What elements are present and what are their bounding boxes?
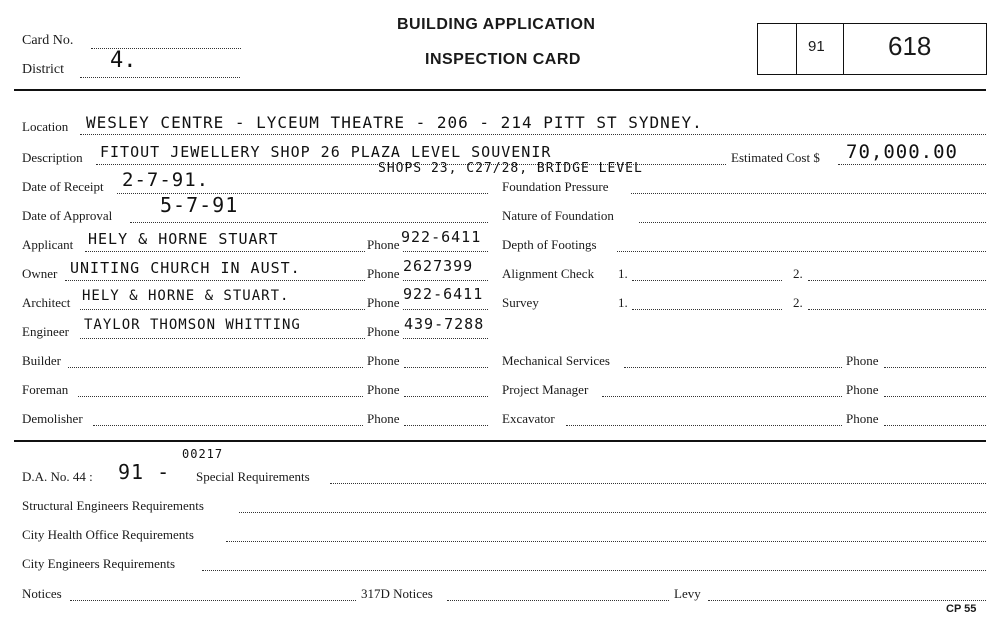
excavator-label: Excavator: [502, 411, 555, 426]
demolisher-label: Demolisher: [22, 411, 83, 426]
applicant-field[interactable]: [85, 251, 365, 252]
description-value: FITOUT JEWELLERY SHOP 26 PLAZA LEVEL SOUVENIR: [100, 143, 552, 161]
district-value: 4.: [110, 48, 137, 73]
health-field[interactable]: [226, 541, 986, 542]
foreman-phone-label: Phone: [367, 382, 400, 397]
engineer-value: TAYLOR THOMSON WHITTING: [84, 317, 301, 333]
description-label: Description: [22, 150, 83, 165]
applicant-label: Applicant: [22, 237, 74, 252]
owner-phone-field[interactable]: [403, 280, 488, 281]
notices-label: Notices: [22, 586, 62, 601]
mechanical-phone-field[interactable]: [884, 367, 986, 368]
foundation-pressure-label: Foundation Pressure: [502, 179, 609, 194]
survey-2-field[interactable]: [808, 309, 986, 310]
owner-phone-label: Phone: [367, 266, 400, 281]
excavator-field[interactable]: [566, 425, 842, 426]
da-no-value: 91 -: [118, 460, 171, 484]
builder-field[interactable]: [68, 367, 363, 368]
date-approval-label: Date of Approval: [22, 208, 113, 223]
excavator-phone-field[interactable]: [884, 425, 986, 426]
da-no-value-sup: 00217: [182, 447, 224, 461]
foundation-pressure-field[interactable]: [631, 193, 986, 194]
owner-phone-value: 2627399: [403, 257, 474, 275]
project-manager-phone-label: Phone: [846, 382, 879, 397]
architect-phone-field[interactable]: [403, 309, 488, 310]
project-manager-label: Project Manager: [502, 382, 589, 397]
da-no-label: D.A. No. 44 :: [22, 469, 93, 484]
structural-field[interactable]: [239, 512, 986, 513]
builder-phone-field[interactable]: [404, 367, 488, 368]
levy-field[interactable]: [708, 600, 986, 601]
district-field[interactable]: [80, 77, 240, 78]
engineer-phone-label: Phone: [367, 324, 400, 339]
card-no-label: Card No.: [22, 33, 74, 48]
mechanical-label: Mechanical Services: [502, 353, 610, 368]
special-requirements-label: Special Requirements: [196, 469, 310, 484]
date-receipt-label: Date of Receipt: [22, 179, 104, 194]
survey-2-label: 2.: [793, 295, 803, 310]
mechanical-phone-label: Phone: [846, 353, 879, 368]
survey-1-field[interactable]: [632, 309, 782, 310]
demolisher-field[interactable]: [93, 425, 363, 426]
alignment-1-label: 1.: [618, 266, 628, 281]
owner-label: Owner: [22, 266, 58, 281]
applicant-value: HELY & HORNE STUART: [88, 230, 279, 248]
date-approval-field[interactable]: [130, 222, 488, 223]
notices-field[interactable]: [70, 600, 356, 601]
architect-field[interactable]: [80, 309, 365, 310]
survey-label: Survey: [502, 295, 539, 310]
architect-label: Architect: [22, 295, 71, 310]
estimated-cost-field[interactable]: [838, 164, 986, 165]
alignment-check-label: Alignment Check: [502, 266, 595, 281]
estimated-cost-value: 70,000.00: [846, 141, 958, 163]
project-manager-phone-field[interactable]: [884, 396, 986, 397]
owner-field[interactable]: [65, 280, 365, 281]
architect-value: HELY & HORNE & STUART.: [82, 288, 290, 304]
owner-value: UNITING CHURCH IN AUST.: [70, 259, 301, 277]
city-engineers-field[interactable]: [202, 570, 986, 571]
description-value-line2: SHOPS 23, C27/28, BRIDGE LEVEL: [378, 161, 643, 176]
form-title-line1: BUILDING APPLICATION: [397, 16, 596, 33]
builder-label: Builder: [22, 353, 61, 368]
levy-label: Levy: [674, 586, 701, 601]
engineer-phone-field[interactable]: [403, 338, 488, 339]
foreman-field[interactable]: [78, 396, 363, 397]
applicant-phone-value: 922-6411: [401, 228, 482, 246]
engineer-field[interactable]: [80, 338, 365, 339]
location-field[interactable]: [80, 134, 986, 135]
applicant-phone-label: Phone: [367, 237, 400, 252]
box-number: 618: [888, 31, 932, 61]
notices-317d-field[interactable]: [447, 600, 669, 601]
depth-footings-label: Depth of Footings: [502, 237, 597, 252]
box-divider-2: [843, 23, 844, 75]
estimated-cost-label: Estimated Cost $: [731, 150, 820, 165]
excavator-phone-label: Phone: [846, 411, 879, 426]
district-label: District: [22, 62, 64, 77]
health-label: City Health Office Requirements: [22, 527, 194, 542]
project-manager-field[interactable]: [602, 396, 842, 397]
alignment-2-field[interactable]: [808, 280, 986, 281]
date-receipt-value: 2-7-91.: [122, 169, 210, 191]
builder-phone-label: Phone: [367, 353, 400, 368]
form-title-line2: INSPECTION CARD: [425, 51, 581, 68]
location-label: Location: [22, 119, 69, 134]
notices-317d-label: 317D Notices: [361, 586, 433, 601]
foreman-phone-field[interactable]: [404, 396, 488, 397]
box-divider-1: [796, 23, 797, 75]
engineer-label: Engineer: [22, 324, 69, 339]
nature-foundation-label: Nature of Foundation: [502, 208, 614, 223]
survey-1-label: 1.: [618, 295, 628, 310]
city-engineers-label: City Engineers Requirements: [22, 556, 176, 571]
demolisher-phone-field[interactable]: [404, 425, 488, 426]
alignment-1-field[interactable]: [632, 280, 782, 281]
form-code: CP 55: [946, 603, 977, 615]
foreman-label: Foreman: [22, 382, 69, 397]
middle-divider: [14, 440, 986, 442]
location-value: WESLEY CENTRE - LYCEUM THEATRE - 206 - 214 PITT ST SYDNEY.: [86, 113, 703, 132]
depth-footings-field[interactable]: [617, 251, 986, 252]
mechanical-field[interactable]: [624, 367, 842, 368]
nature-foundation-field[interactable]: [639, 222, 986, 223]
applicant-phone-field[interactable]: [403, 251, 488, 252]
architect-phone-label: Phone: [367, 295, 400, 310]
alignment-2-label: 2.: [793, 266, 803, 281]
card-number-box: [757, 23, 987, 75]
date-approval-value: 5-7-91: [160, 193, 239, 217]
special-requirements-field[interactable]: [330, 483, 986, 484]
structural-label: Structural Engineers Requirements: [22, 498, 204, 513]
demolisher-phone-label: Phone: [367, 411, 400, 426]
top-divider: [14, 89, 986, 91]
box-year: 91: [808, 38, 825, 55]
engineer-phone-value: 439-7288: [404, 315, 485, 333]
architect-phone-value: 922-6411: [403, 285, 484, 303]
